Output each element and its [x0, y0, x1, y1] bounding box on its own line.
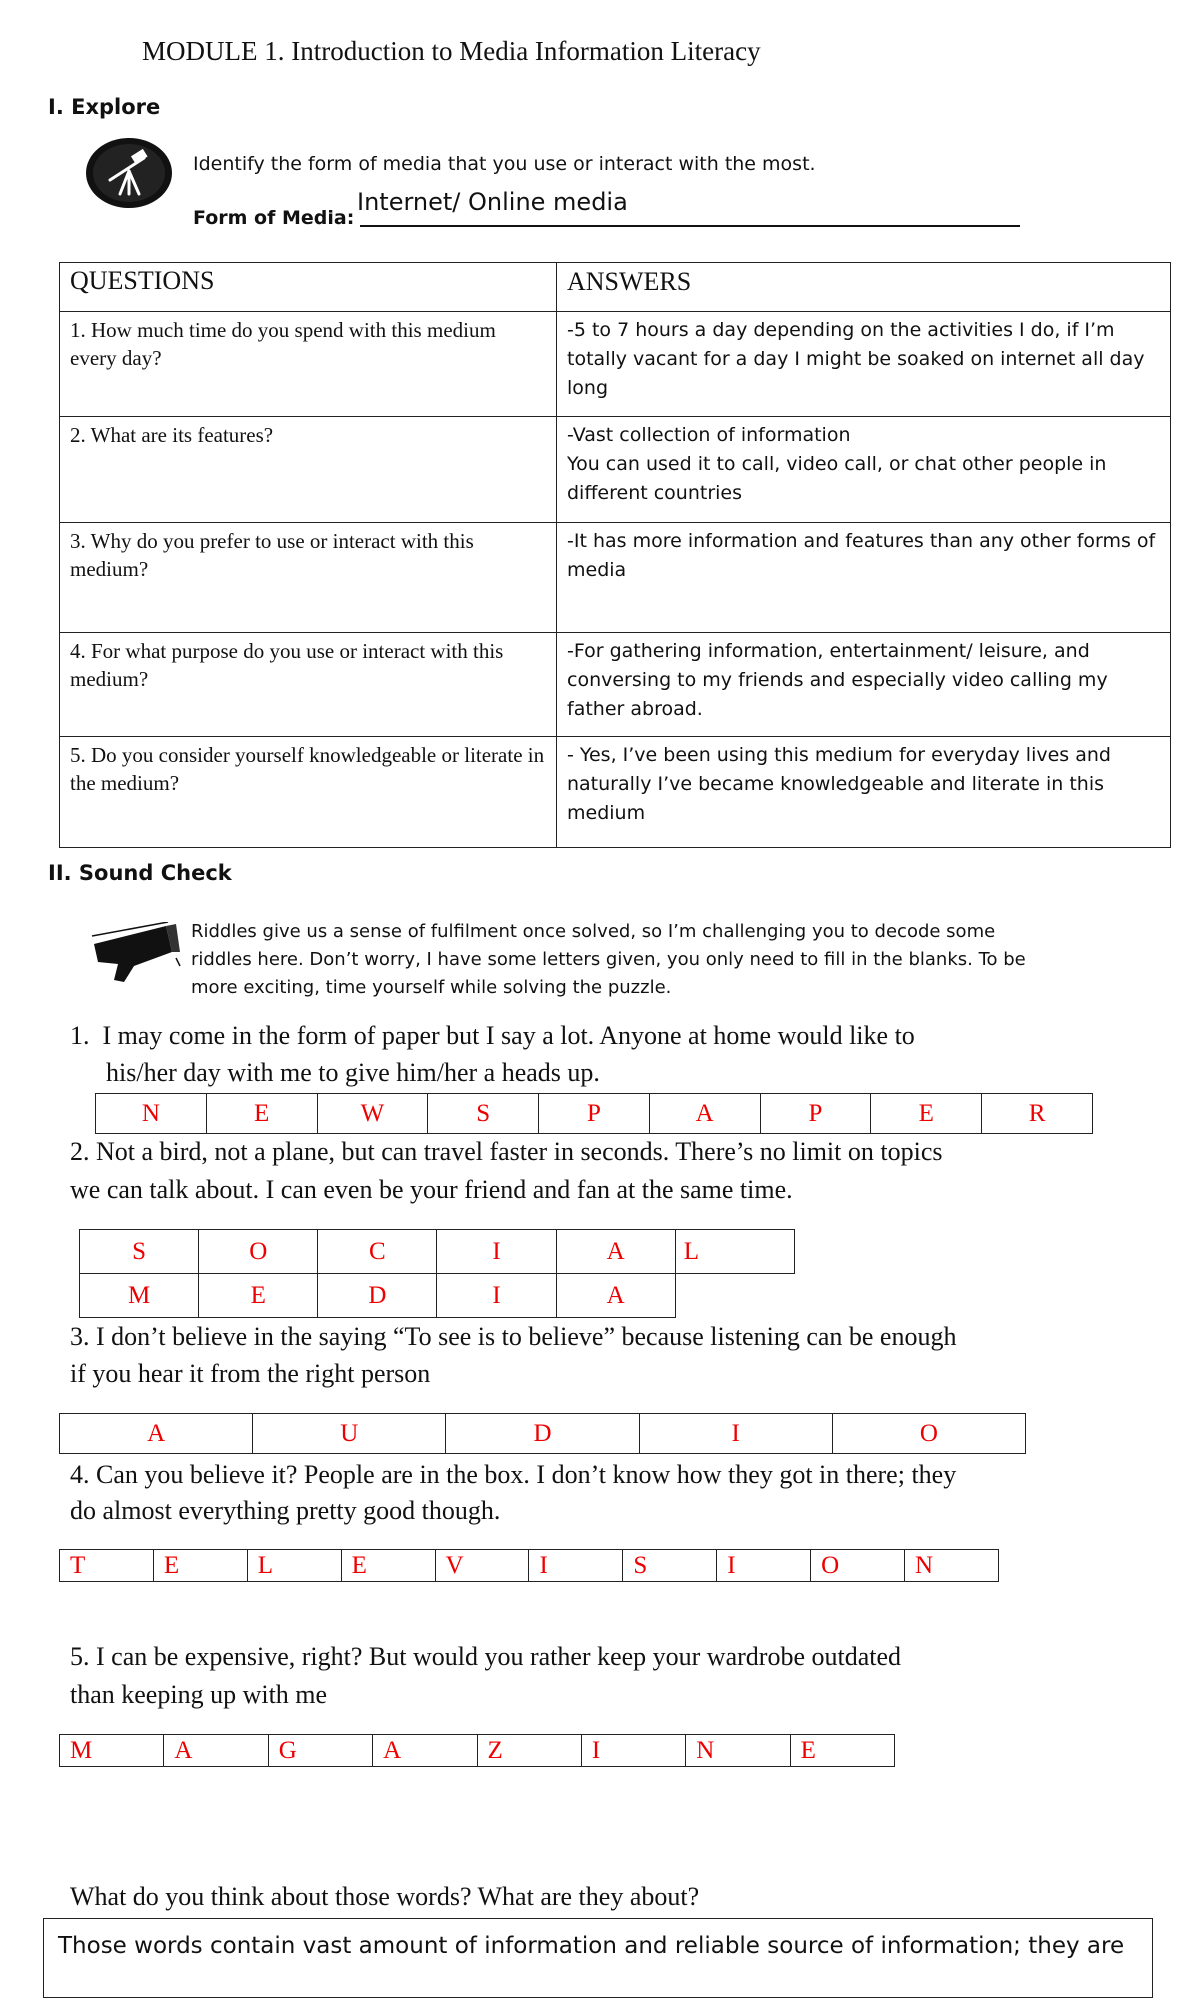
- riddle-5-line-1: 5. I can be expensive, right? But would you rather keep your wardrobe outdated: [70, 1642, 902, 1671]
- table-row: [60, 523, 1171, 633]
- answer-letter-cell: O: [199, 1230, 318, 1274]
- question-cell: 3. Why do you prefer to use or interact with this medium?: [60, 523, 557, 633]
- question-cell: 4. For what purpose do you use or interact with this medium?: [60, 633, 557, 737]
- answer-letter-cell: A: [164, 1735, 268, 1767]
- riddle-1-line-2: his/her day with me to give him/her a heads up.: [106, 1058, 600, 1087]
- riddle-2-line-1: 2. Not a bird, not a plane, but can travel faster in seconds. There’s no limit on topics: [70, 1137, 943, 1166]
- answer-letter-cell: U: [253, 1414, 446, 1454]
- question-cell: 5. Do you consider yourself knowledgeable or literate in the medium?: [60, 737, 557, 848]
- answer-letter-cell: O: [832, 1414, 1025, 1454]
- answer-letter-cell: D: [446, 1414, 639, 1454]
- form-of-media-underline: [360, 225, 1020, 227]
- answer-letter-cell: A: [649, 1094, 760, 1134]
- answer-cell: -5 to 7 hours a day depending on the activities I do, if I’m totally vacant for a day I might be soaked on internet all day long: [557, 312, 1171, 417]
- table-row: [60, 633, 1171, 737]
- answer-letter-cell: E: [341, 1550, 435, 1582]
- riddle-4-line-2: do almost everything pretty good though.: [70, 1496, 501, 1525]
- questions-header: QUESTIONS: [60, 263, 557, 312]
- form-of-media-answer: Internet/ Online media: [357, 188, 628, 216]
- riddles-intro: Riddles give us a sense of fulfilment once solved, so I’m challenging you to decode some riddles here. Don’t worry, I have some letters given, you only need to fill in the blanks. To be more exciting, time yourself while solving the puzzle.: [191, 921, 1026, 998]
- explore-heading: I. Explore: [48, 95, 161, 119]
- answer-letter-cell: N: [96, 1094, 207, 1134]
- answer-letter-cell: I: [529, 1550, 623, 1582]
- riddle-5-line-2: than keeping up with me: [70, 1680, 328, 1709]
- riddle-4-line-1: 4. Can you believe it? People are in the box. I don’t know how they got in there; they: [70, 1460, 957, 1489]
- identify-instruction: Identify the form of media that you use or interact with the most.: [193, 153, 816, 175]
- answer-letter-cell: I: [639, 1414, 832, 1454]
- answer-letter-cell: O: [811, 1550, 905, 1582]
- answer-letter-cell: G: [268, 1735, 372, 1767]
- answer-cell: -It has more information and features than any other forms of media: [557, 523, 1171, 633]
- empty-grid-space: [675, 1274, 794, 1318]
- answer-letter-cell: E: [153, 1550, 247, 1582]
- answer-letter-cell: N: [686, 1735, 790, 1767]
- answer-letter-cell: M: [80, 1274, 199, 1318]
- question-cell: 2. What are its features?: [60, 417, 557, 523]
- closing-answer-box: [43, 1918, 1153, 1998]
- answer-letter-cell: E: [199, 1274, 318, 1318]
- answer-letter-cell: A: [373, 1735, 477, 1767]
- riddle-1-line-1: [70, 1017, 915, 1055]
- answer-letter-cell: I: [437, 1230, 556, 1274]
- answer-letter-cell: I: [581, 1735, 685, 1767]
- answer-letter-cell: E: [871, 1094, 982, 1134]
- riddle-1-text: I may come in the form of paper but I say a lot. Anyone at home would like to: [102, 1021, 915, 1050]
- table-row: [60, 417, 1171, 523]
- question-cell: 1. How much time do you spend with this medium every day?: [60, 312, 557, 417]
- riddle-2-line-2: we can talk about. I can even be your friend and fan at the same time.: [70, 1175, 793, 1204]
- answer-cell: -For gathering information, entertainment/ leisure, and conversing to my friends and especially video calling my father abroad.: [557, 633, 1171, 737]
- answer-letter-cell: S: [80, 1230, 199, 1274]
- answer-cell: - Yes, I’ve been using this medium for everyday lives and naturally I’ve became knowledgeable and literate in this medium: [557, 737, 1171, 848]
- answer-letter-cell: R: [982, 1094, 1093, 1134]
- riddle-1-answer-grid: [95, 1093, 1093, 1134]
- answer-letter-cell: A: [60, 1414, 253, 1454]
- answer-letter-cell: S: [428, 1094, 539, 1134]
- riddle-3-line-2: if you hear it from the right person: [70, 1359, 431, 1388]
- answer-letter-cell: C: [318, 1230, 437, 1274]
- answer-letter-cell: P: [760, 1094, 871, 1134]
- megaphone-icon: [84, 922, 182, 990]
- answer-letter-cell: L: [675, 1230, 794, 1274]
- answer-letter-cell: A: [556, 1230, 675, 1274]
- answer-letter-cell: Z: [477, 1735, 581, 1767]
- table-row: [60, 312, 1171, 417]
- answer-cell: -Vast collection of information You can used it to call, video call, or chat other people in different countries: [557, 417, 1171, 523]
- riddle-3-answer-grid: [59, 1413, 1026, 1454]
- answer-letter-cell: V: [435, 1550, 529, 1582]
- answer-letter-cell: D: [318, 1274, 437, 1318]
- answer-letter-cell: E: [790, 1735, 894, 1767]
- form-of-media-label: Form of Media:: [193, 207, 355, 229]
- answer-letter-cell: M: [60, 1735, 164, 1767]
- answer-letter-cell: P: [539, 1094, 650, 1134]
- closing-answer-text: Those words contain vast amount of information and reliable source of information; they are: [58, 1933, 1125, 1959]
- answer-letter-cell: T: [60, 1550, 154, 1582]
- answer-letter-cell: I: [717, 1550, 811, 1582]
- sound-check-heading: II. Sound Check: [48, 861, 232, 885]
- module-title: MODULE 1. Introduction to Media Information Literacy: [142, 36, 761, 66]
- riddle-2-answer-grid: [79, 1229, 795, 1318]
- closing-question: What do you think about those words? What are they about?: [70, 1882, 700, 1911]
- riddle-3-line-1: 3. I don’t believe in the saying “To see is to believe” because listening can be enough: [70, 1322, 957, 1351]
- answer-letter-cell: L: [247, 1550, 341, 1582]
- answers-header: ANSWERS: [557, 263, 1171, 312]
- answer-letter-cell: A: [556, 1274, 675, 1318]
- riddle-1-number: 1.: [70, 1021, 90, 1050]
- answer-letter-cell: N: [905, 1550, 999, 1582]
- answer-letter-cell: S: [623, 1550, 717, 1582]
- answer-letter-cell: E: [206, 1094, 317, 1134]
- riddle-4-answer-grid: [59, 1549, 999, 1582]
- table-header-row: [60, 263, 1171, 312]
- answer-letter-cell: I: [437, 1274, 556, 1318]
- telescope-icon: [84, 136, 174, 210]
- table-row: [60, 737, 1171, 848]
- questions-answers-table: [59, 262, 1171, 848]
- answer-letter-cell: W: [317, 1094, 428, 1134]
- riddle-5-answer-grid: [59, 1734, 895, 1767]
